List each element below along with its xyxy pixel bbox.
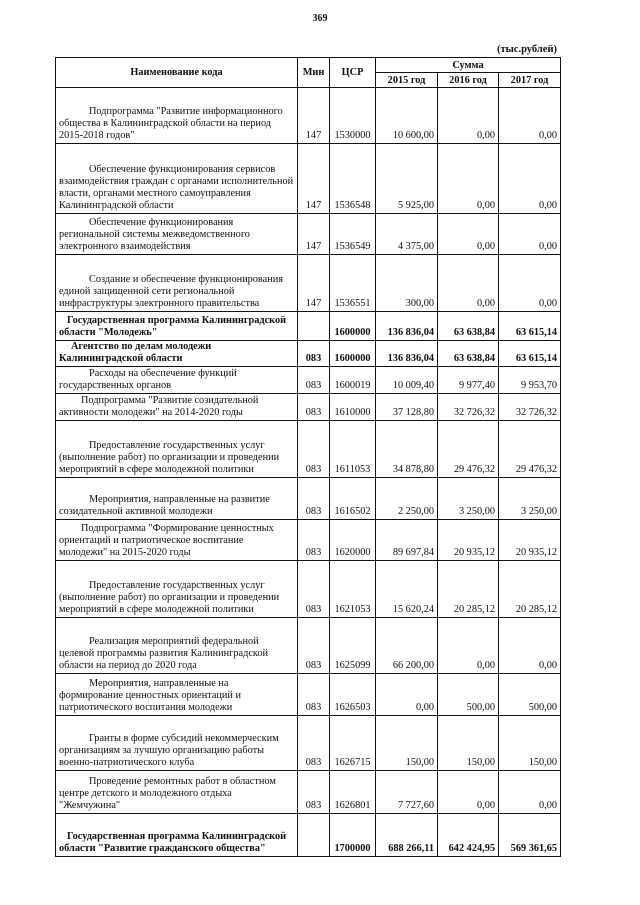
row-min: 083 [298, 716, 330, 771]
row-2017: 0,00 [499, 214, 561, 255]
row-name: Подпрограмма "Развитие созидательной активности молодежи" на 2014-2020 годы [59, 395, 259, 418]
row-2016: 150,00 [438, 716, 499, 771]
row-2016: 32 726,32 [438, 394, 499, 421]
row-csr: 1600019 [330, 367, 376, 394]
row-2017: 29 476,32 [499, 421, 561, 478]
row-name: Обеспечение функционирования сервисов взаимодействия граждан с органами исполнительной власти, органами местного самоуправления Калининградской области [59, 164, 294, 211]
row-csr: 1611053 [330, 421, 376, 478]
budget-table [55, 57, 561, 857]
row-min: 083 [298, 478, 330, 520]
row-min: 083 [298, 367, 330, 394]
row-name: Расходы на обеспечение функций государственных органов [59, 368, 237, 391]
row-2017: 9 953,70 [499, 367, 561, 394]
row-2015: 10 600,00 [376, 88, 438, 144]
row-2017: 0,00 [499, 771, 561, 814]
row-2016: 0,00 [438, 255, 499, 312]
row-2017: 32 726,32 [499, 394, 561, 421]
row-name: Мероприятия, направленные на развитие созидательной активной молодежи [59, 494, 270, 517]
row-2015: 150,00 [376, 716, 438, 771]
table-row [56, 716, 561, 771]
row-2015: 2 250,00 [376, 478, 438, 520]
row-2016: 0,00 [438, 88, 499, 144]
row-csr: 1530000 [330, 88, 376, 144]
row-2015: 136 836,04 [376, 341, 438, 367]
row-name: Проведение ремонтных работ в областном центре детского и молодежного отдыха "Жемчужина" [59, 776, 276, 811]
row-2017: 569 361,65 [499, 814, 561, 857]
table-row [56, 367, 561, 394]
table-row [56, 814, 561, 857]
row-2015: 10 009,40 [376, 367, 438, 394]
row-name: Государственная программа Калининградской области "Развитие гражданского общества" [59, 831, 287, 854]
row-min: 147 [298, 255, 330, 312]
row-2015: 89 697,84 [376, 520, 438, 561]
header-2015: 2015 год [376, 73, 438, 88]
table-row [56, 478, 561, 520]
row-2016: 3 250,00 [438, 478, 499, 520]
row-name: Государственная программа Калининградской области "Молодежь" [59, 315, 287, 338]
row-csr: 1536549 [330, 214, 376, 255]
row-name: Подпрограмма "Формирование ценностных ориентаций и патриотическое воспитание молодежи" на 2015-2020 годы [59, 523, 274, 558]
row-2015: 5 925,00 [376, 144, 438, 214]
row-2017: 0,00 [499, 618, 561, 674]
row-csr: 1700000 [330, 814, 376, 857]
row-2016: 63 638,84 [438, 312, 499, 341]
row-min: 083 [298, 561, 330, 618]
table-row [56, 520, 561, 561]
table-row [56, 341, 561, 367]
row-2016: 500,00 [438, 674, 499, 716]
table-row [56, 421, 561, 478]
row-name: Предоставление государственных услуг (выполнение работ) по организации и проведении мероприятий в сфере молодежной политики [59, 580, 280, 615]
row-csr: 1600000 [330, 341, 376, 367]
row-2017: 63 615,14 [499, 341, 561, 367]
row-min: 083 [298, 618, 330, 674]
row-min: 147 [298, 88, 330, 144]
header-2016: 2016 год [438, 73, 499, 88]
header-csr: ЦСР [330, 58, 376, 88]
row-csr: 1616502 [330, 478, 376, 520]
row-2017: 500,00 [499, 674, 561, 716]
table-row [56, 561, 561, 618]
row-csr: 1600000 [330, 312, 376, 341]
row-2015: 136 836,04 [376, 312, 438, 341]
row-2015: 34 878,80 [376, 421, 438, 478]
row-2016: 29 476,32 [438, 421, 499, 478]
page-number: 369 [312, 13, 328, 24]
table-row [56, 88, 561, 144]
row-name: Агентство по делам молодежи Калининградской области [59, 341, 212, 364]
row-2017: 0,00 [499, 144, 561, 214]
row-min: 147 [298, 214, 330, 255]
table-row [56, 144, 561, 214]
row-2017: 20 285,12 [499, 561, 561, 618]
row-min: 083 [298, 771, 330, 814]
row-name: Подпрограмма "Развитие информационного общества в Калининградской области на период 2015-2018 годов" [59, 106, 283, 141]
row-name: Реализация мероприятий федеральной целевой программы развития Калининградской области на период до 2020 года [59, 636, 269, 671]
table-row [56, 771, 561, 814]
row-2017: 0,00 [499, 88, 561, 144]
row-csr: 1625099 [330, 618, 376, 674]
table-row [56, 674, 561, 716]
row-csr: 1626503 [330, 674, 376, 716]
row-csr: 1620000 [330, 520, 376, 561]
row-csr: 1621053 [330, 561, 376, 618]
row-2015: 15 620,24 [376, 561, 438, 618]
row-csr: 1536551 [330, 255, 376, 312]
row-2016: 9 977,40 [438, 367, 499, 394]
header-2017: 2017 год [499, 73, 561, 88]
row-name: Создание и обеспечение функционирования единой защищенной сети региональной инфраструктуры электронного правительства [59, 274, 283, 309]
row-2015: 4 375,00 [376, 214, 438, 255]
row-2016: 642 424,95 [438, 814, 499, 857]
row-name: Обеспечение функционирования региональной системы межведомственного электронного взаимодействия [59, 217, 250, 252]
row-2017: 63 615,14 [499, 312, 561, 341]
table-row [56, 312, 561, 341]
row-2017: 20 935,12 [499, 520, 561, 561]
row-csr: 1610000 [330, 394, 376, 421]
row-min: 147 [298, 144, 330, 214]
table-row [56, 255, 561, 312]
row-csr: 1626801 [330, 771, 376, 814]
row-min [298, 312, 330, 341]
table-row [56, 394, 561, 421]
row-2015: 0,00 [376, 674, 438, 716]
row-2016: 0,00 [438, 771, 499, 814]
row-2017: 3 250,00 [499, 478, 561, 520]
row-2016: 0,00 [438, 618, 499, 674]
row-min: 083 [298, 341, 330, 367]
row-2016: 63 638,84 [438, 341, 499, 367]
row-2016: 0,00 [438, 144, 499, 214]
row-min: 083 [298, 674, 330, 716]
row-2017: 0,00 [499, 255, 561, 312]
row-name: Гранты в форме субсидий некоммерческим организациям за лучшую организацию работы военно-патриотического клуба [59, 733, 279, 768]
row-min: 083 [298, 520, 330, 561]
header-min: Мин [298, 58, 330, 88]
row-name: Предоставление государственных услуг (выполнение работ) по организации и проведении мероприятий в сфере молодежной политики [59, 440, 280, 475]
row-2015: 66 200,00 [376, 618, 438, 674]
row-2015: 37 128,80 [376, 394, 438, 421]
row-2017: 150,00 [499, 716, 561, 771]
row-csr: 1536548 [330, 144, 376, 214]
row-2015: 688 266,11 [376, 814, 438, 857]
row-2015: 300,00 [376, 255, 438, 312]
header-name: Наименование кода [56, 58, 298, 88]
row-min: 083 [298, 394, 330, 421]
row-2016: 0,00 [438, 214, 499, 255]
units-label: (тыс.рублей) [496, 44, 557, 55]
row-name: Мероприятия, направленные на формирование ценностных ориентаций и патриотического воспитания молодежи [59, 678, 242, 713]
row-2016: 20 285,12 [438, 561, 499, 618]
row-min [298, 814, 330, 857]
row-min: 083 [298, 421, 330, 478]
row-2015: 7 727,60 [376, 771, 438, 814]
row-2016: 20 935,12 [438, 520, 499, 561]
row-csr: 1626715 [330, 716, 376, 771]
header-sum: Сумма [376, 58, 561, 73]
table-row [56, 618, 561, 674]
table-row [56, 214, 561, 255]
